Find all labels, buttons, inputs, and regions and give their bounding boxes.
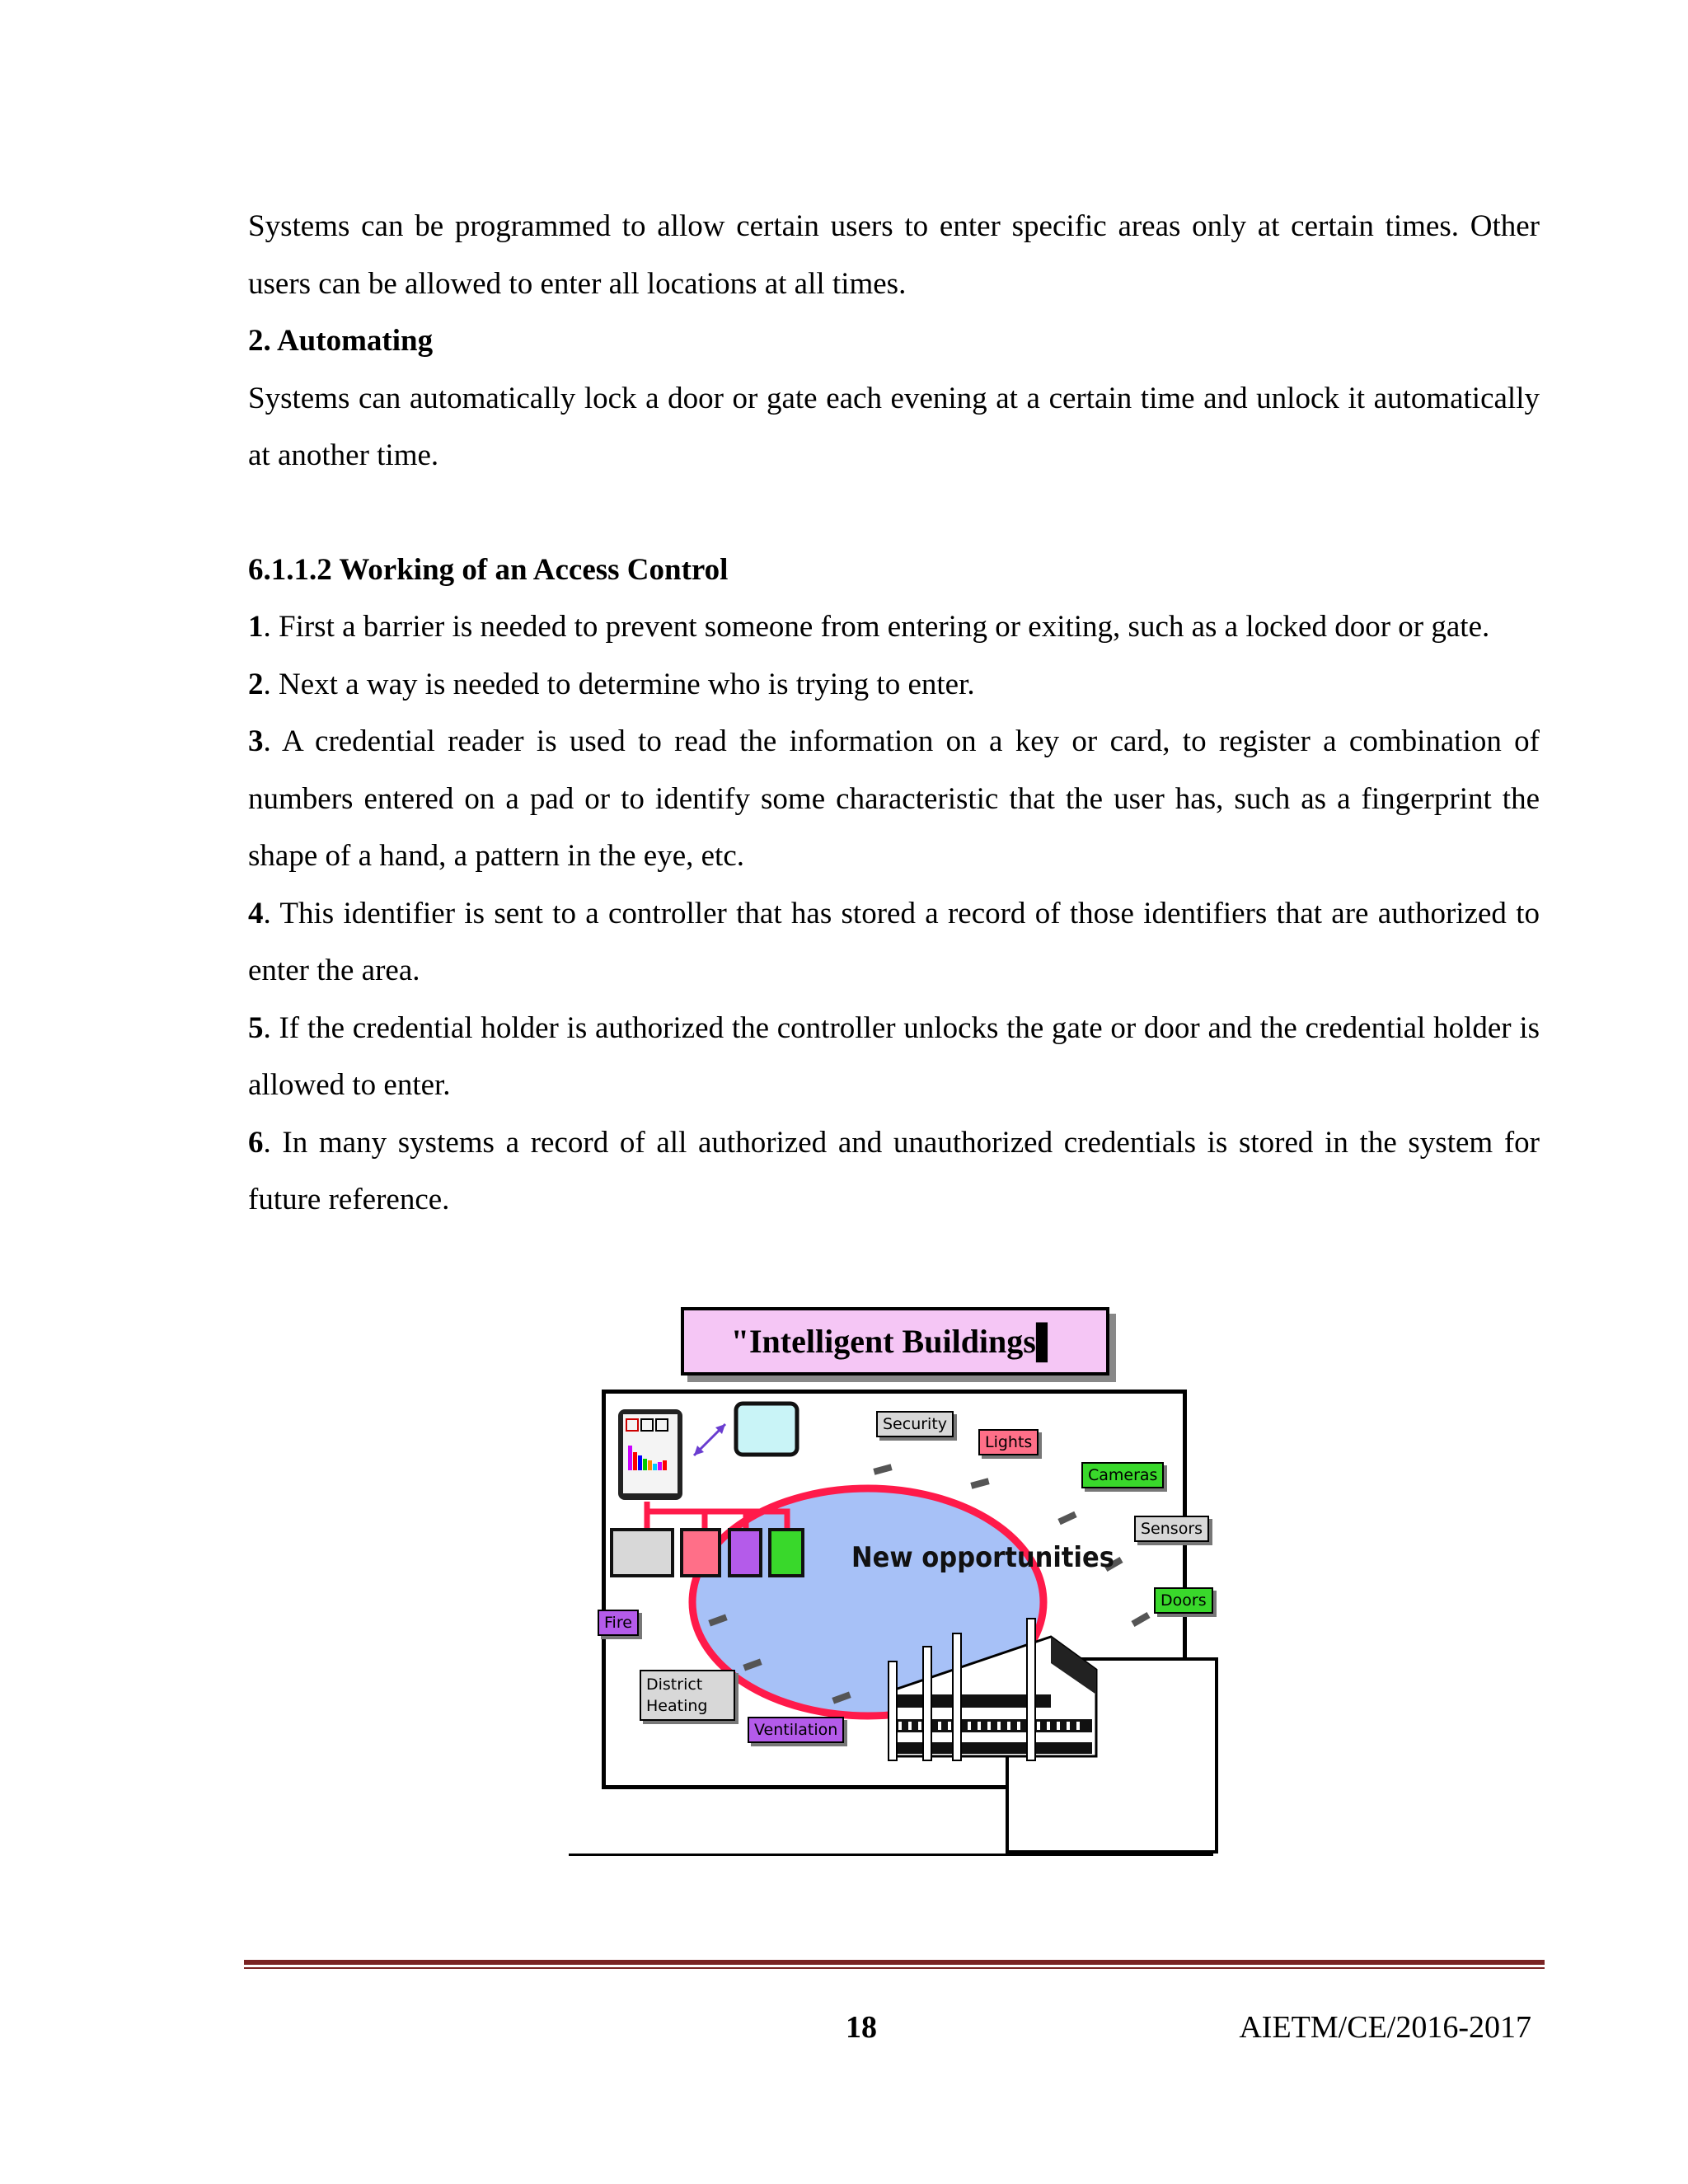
tag-fire: Fire [598,1610,639,1636]
spacer [248,485,1540,541]
module-green [770,1530,803,1576]
tag-cameras: Cameras [1081,1462,1164,1488]
step-number: 1 [248,610,264,644]
module-gray [612,1530,673,1576]
step-text: . A credential reader is used to read the information on a key or card, to register a combination of numbers entered on a pad or to identify some characteristic that the user has, such as a fingerprint the shape of a hand, a pattern in the eye, etc. [248,724,1540,873]
step-text: . If the credential holder is authorized the controller unlocks the gate or door and the credential holder is allowed to enter. [248,1010,1540,1102]
step-4 [248,885,1540,1000]
intro-paragraph: Systems can be programmed to allow certain users to enter specific areas only at certain times. Other users can be allowed to enter all locations at all times. [248,209,1540,301]
module-pink [682,1530,720,1576]
step-number: 3 [248,724,264,758]
step-number: 2 [248,667,264,701]
section-heading: 6.1.1.2 Working of an Access Control [248,552,729,587]
body-text [248,198,1540,1229]
module-violet [729,1530,761,1576]
footer-rule-thin [244,1967,1545,1969]
step-2 [248,656,1540,714]
step-text: . First a barrier is needed to prevent someone from entering or exiting, such as a locked door or gate. [263,610,1490,644]
step-5 [248,1000,1540,1114]
step-number: 5 [248,1010,264,1045]
tag-security: Security [876,1411,954,1437]
diagram-graphics [569,1307,1220,1855]
automating-paragraph: Systems can automatically lock a door or gate each evening at a certain time and unlock it automatically at another time. [248,381,1540,472]
step-text: . This identifier is sent to a controller that has stored a record of those identifiers that are authorized to enter the area. [248,896,1540,987]
footer-rule [244,1960,1545,1965]
step-6 [248,1114,1540,1229]
tag-lights: Lights [978,1429,1039,1455]
tag-district-heating: District Heating [640,1670,735,1721]
monitor-icon [618,1409,682,1500]
step-1 [248,598,1540,656]
intelligent-buildings-figure [569,1307,1220,1855]
step-3 [248,713,1540,885]
tag-doors: Doors [1154,1587,1213,1614]
step-number: 4 [248,896,264,930]
tag-ventilation: Ventilation [748,1717,844,1743]
display-box [736,1404,797,1455]
opportunities-label: New opportunities [851,1541,1115,1574]
tag-sensors: Sensors [1134,1516,1209,1542]
step-number: 6 [248,1125,264,1160]
step-text: . Next a way is needed to determine who is trying to enter. [263,667,975,701]
automating-heading: 2. Automating [248,324,434,358]
figure-title: "Intelligent Buildings▌ [681,1307,1109,1376]
footer-code: AIETM/CE/2016-2017 [1239,2010,1531,2045]
page-number: 18 [846,2010,877,2045]
step-text: . In many systems a record of all authorized and unauthorized credentials is stored in the system for future reference. [248,1125,1540,1216]
